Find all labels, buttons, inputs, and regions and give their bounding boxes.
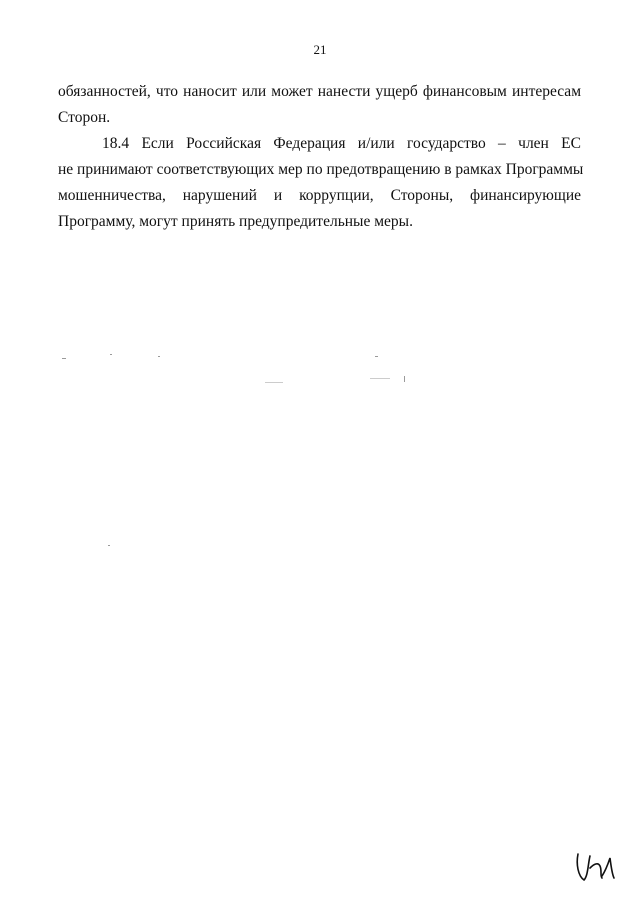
text-line: мошенничества, нарушений и коррупции, Стороны, финансирующие [58,187,581,204]
handwritten-initials-icon [572,846,618,886]
text-line: Сторон. [58,109,111,126]
scan-speck [404,376,405,382]
scan-speck [265,382,283,383]
text-line: 18.4 Если Российская Федерация и/или государство – член ЕС [102,135,581,152]
scan-speck [62,358,66,359]
text-line: Программу, могут принять предупредительные меры. [58,213,413,230]
scan-speck [108,545,110,546]
text-line: обязанностей, что наносит или может нанести ущерб финансовым интересам [58,83,581,100]
page-number: 21 [313,42,327,57]
scan-speck [370,378,390,379]
scan-speck [158,356,160,357]
scan-speck [110,354,112,355]
scan-speck [375,356,378,357]
text-line: не принимают соответствующих мер по предотвращению в рамках Программы [58,161,584,178]
